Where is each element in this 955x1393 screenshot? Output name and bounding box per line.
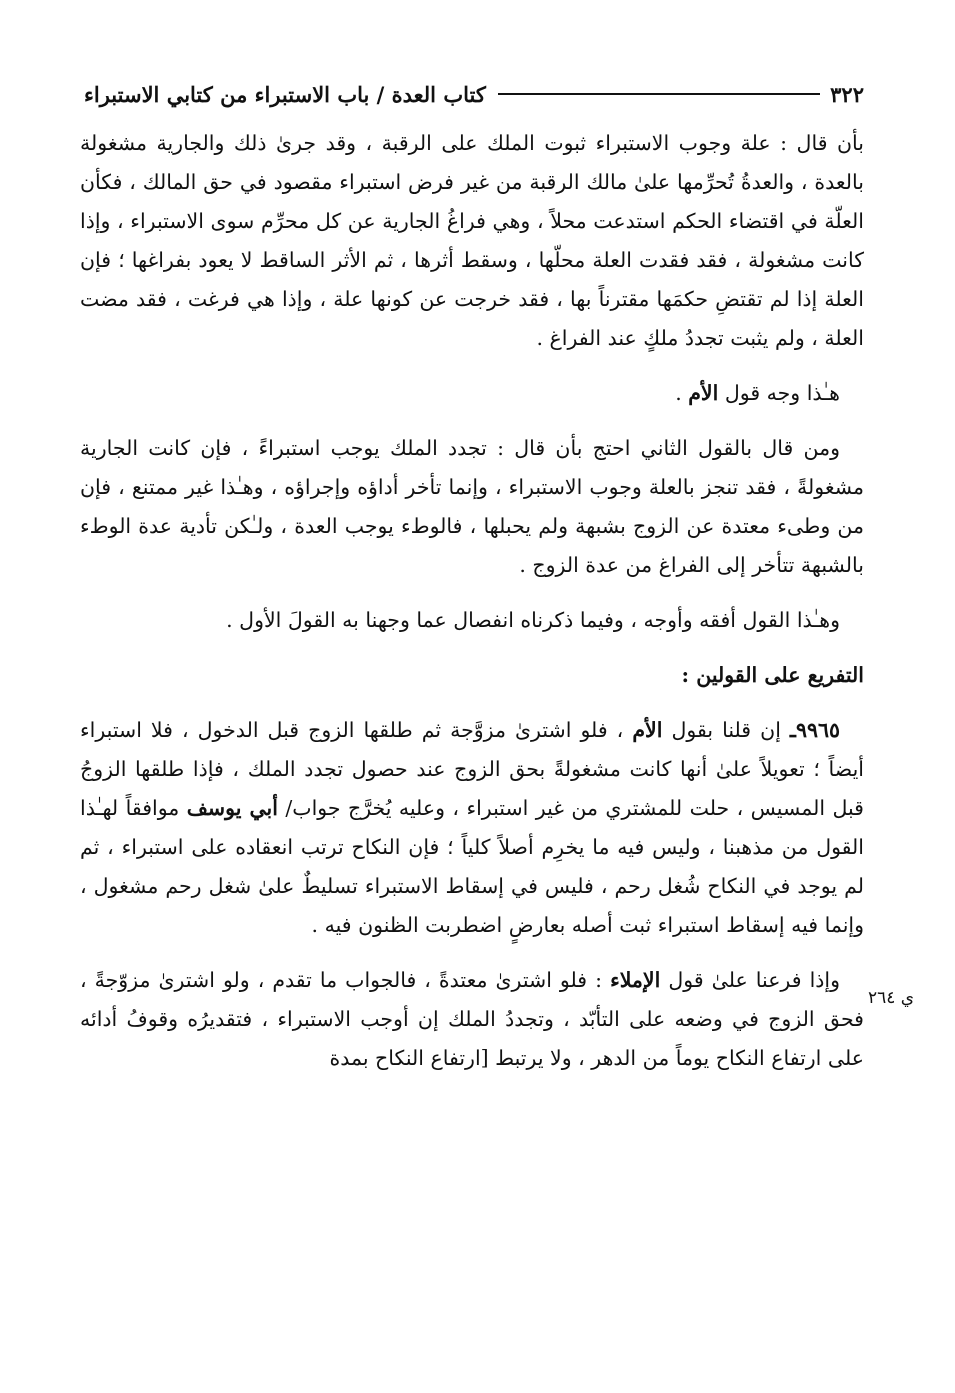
paragraph-5-text-b: ، فلو اشترىٰ مزوَّجة ثم طلقها الزوج قبل الدخول ، فلا استبراء أيضاً ؛ تعويلاً علىٰ أنها كانت مشغولةً بحق الزوج عند حصول تجدد الملك ، فإذا طلقها الزوجُ قبل المسيس ، حلت للمشتري من غير استبراء ، وعليه يُخرَّج جواب/: [80, 718, 864, 820]
paragraph-5-bold-term-2: أبي يوسف: [186, 796, 278, 820]
paragraph-3: ومن قال بالقول الثاني احتج بأن قال : تجدد الملك يوجب استبراءً ، فإن كانت الجارية مشغولةً ، فقد تنجز بالعلة وجوب الاستبراء ، وإنما تأخر أداؤه وإجراؤه ، وهـٰذا غير ممتنع ، فإن من وطىء معتدة عن الزوج بشبهة ولم يحبلها ، فالوطء يوجب العدة ، ولـٰكن تأدية عدة الوطء بالشبهة تتأخر إلى الفراغ من عدة الزوج .: [80, 436, 864, 577]
paragraph-4: وهـٰذا القول أفقه وأوجه ، وفيما ذكرناه انفصال عما وجهنا به القولَ الأول .: [226, 608, 840, 632]
paragraph-5-text-a: إن قلنا بقول: [662, 718, 790, 742]
page-body: [80, 124, 864, 1078]
paragraph-2: [80, 374, 864, 413]
header-title: كتاب العدة / باب الاستبراء من كتابي الاستبراء: [84, 81, 486, 107]
issue-number: ٩٩٦٥ـ: [789, 718, 840, 742]
paragraph-6-text-b: : فلو اشترىٰ معتدةً ، فالجواب ما تقدم ، ولو اشترىٰ مزوّجةً ، فحق الزوج في وضعه على التأبّد ، وتجددُ الملك إن أوجب الاستبراء ، فتقديرُه وقوفُ أدائه على ارتفاع النكاح يوماً من الدهر ، ولا يرتبط [ارتفاع النكاح بمدة: [80, 968, 864, 1070]
paragraph-6-bold-term: الإملاء: [610, 968, 661, 992]
paragraph-2-end: .: [675, 381, 689, 405]
section-heading: التفريع على القولين :: [681, 663, 864, 687]
paragraph-5-text-c: موافقاً لهـٰذا القول من مذهبنا ، وليس فيه ما يخرِم أصلاً كلياً ؛ فإن النكاح ترتب انعقاده على استبراء ، ثم لم يوجد في النكاح شُغل رحم ، فليس في إسقاط الاستبراء تسليطٌ علىٰ شغل رحم مشغول ، وإنما فيه إسقاط استبراء ثبت أصله بعارضٍ اضطربت الظنون فيه .: [80, 796, 864, 937]
paragraph-6: [80, 961, 864, 1078]
margin-folio-reference: ي ٢٦٤: [868, 988, 915, 1008]
paragraph-2-bold-term: الأم: [688, 381, 719, 405]
running-header: [84, 74, 864, 114]
header-rule: [498, 93, 820, 95]
paragraph-1: بأن قال : علة وجوب الاستبراء ثبوت الملك على الرقبة ، وقد جرىٰ ذلك والجارية مشغولة بالعدة ، والعدةُ تُحرِّمها علىٰ مالك الرقبة من غير فرض استبراء مقصود في حق المالك ، فكأن العلّة في اقتضاء الحكم استدعت محلاً ، وهي فراغُ الجارية عن كل محرِّم سوى الاستبراء ، وإذا كانت مشغولة ، فقد فقدت العلة محلّها ، وسقط أثرها ، ثم الأثر الساقط لا يعود بفراغها ؛ فإن العلة إذا لم تقتضِ حكمَها مقترناً بها ، فقد خرجت عن كونها علة ، وإذا هي فرغت ، فقد مضت العلة ، ولم يثبت تجددُ ملكٍ عند الفراغ .: [80, 131, 865, 350]
paragraph-5: [80, 711, 864, 945]
page-number: ٣٢٢: [830, 81, 864, 107]
paragraph-6-text-a: وإذا فرعنا علىٰ قول: [660, 968, 840, 992]
paragraph-2-text: هـٰذا وجه قول: [718, 381, 840, 405]
paragraph-5-bold-term-1: الأم: [632, 718, 663, 742]
